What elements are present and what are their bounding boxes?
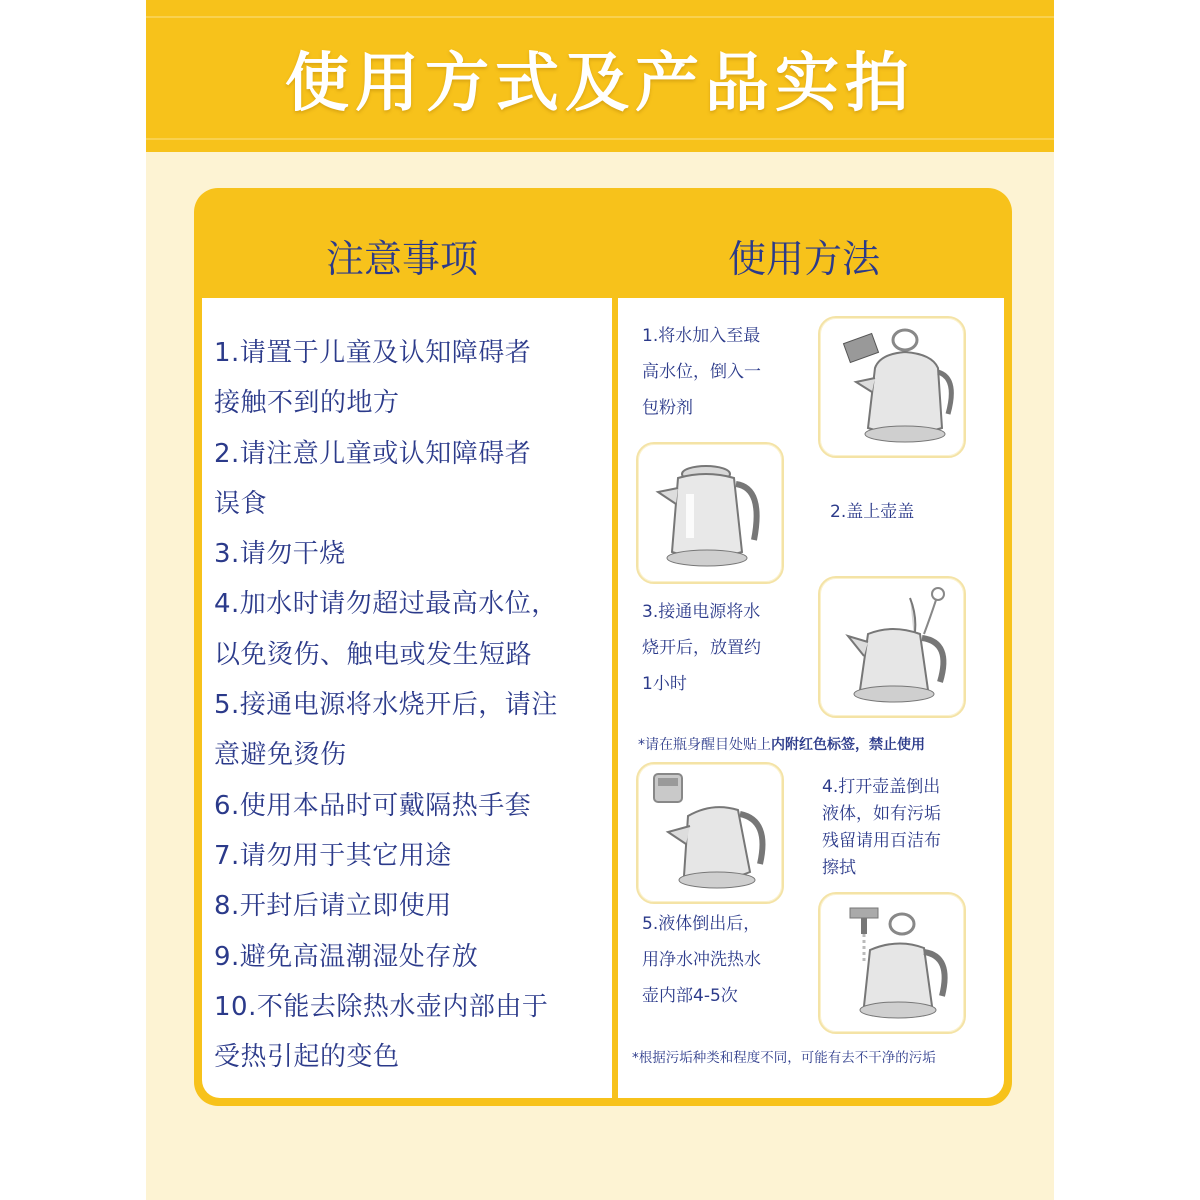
- step-5-text: 5.液体倒出后， 用净水冲洗热水 壶内部4-5次: [642, 914, 761, 1006]
- kettle-powder-icon: [818, 316, 966, 458]
- kettle-closed-icon: [636, 442, 784, 584]
- precaution-line: 8.开封后请立即使用: [214, 891, 452, 922]
- step-5-note: *根据污垢种类和程度不同，可能有去不干净的污垢: [632, 1050, 936, 1066]
- step-3-warning: *请在瓶身醒目处贴上内附红色标签，禁止使用: [638, 737, 925, 753]
- precaution-line: 以免烫伤、触电或发生短路: [214, 639, 533, 670]
- precaution-line: 3.请勿干烧: [214, 539, 346, 570]
- usage-card: [618, 298, 1004, 1098]
- precautions-list: [214, 328, 610, 1082]
- step-1-text: 1.将水加入至最 高水位，倒入一 包粉剂: [642, 326, 761, 418]
- precaution-line: 1.请置于儿童及认知障碍者: [214, 338, 532, 368]
- precaution-line: 受热引起的变色: [214, 1042, 400, 1073]
- step-4-text: 4.打开壶盖倒出 液体，如有污垢 残留请用百洁布 擦拭: [822, 777, 941, 878]
- precaution-line: 接触不到的地方: [214, 388, 400, 419]
- page: [146, 0, 1054, 1200]
- kettle-sponge-icon: [636, 762, 784, 904]
- precaution-line: 6.使用本品时可戴隔热手套: [214, 790, 532, 821]
- banner-title: 使用方式及产品实拍: [285, 46, 915, 121]
- instructions-panel: [194, 188, 1012, 1106]
- precaution-line: 4.加水时请勿超过最高水位，: [214, 589, 558, 620]
- precaution-line: 2.请注意儿童或认知障碍者: [214, 438, 532, 469]
- precaution-line: 10.不能去除热水壶内部由于: [214, 991, 549, 1022]
- precautions-heading: 注意事项: [325, 237, 478, 281]
- usage-heading: 使用方法: [727, 237, 880, 281]
- precaution-line: 意避免烫伤: [214, 740, 347, 771]
- precaution-line: 7.请勿用于其它用途: [214, 840, 452, 871]
- precautions-card: [202, 298, 612, 1098]
- step-3-text: 3.接通电源将水 烧开后，放置约 1小时: [642, 602, 761, 694]
- banner: [146, 0, 1054, 152]
- precaution-line: 误食: [214, 488, 268, 519]
- kettle-boiling-icon: [818, 576, 966, 718]
- step-2-text: 2.盖上壶盖: [830, 502, 915, 522]
- precaution-line: 9.避免高温潮湿处存放: [214, 941, 479, 972]
- precaution-line: 5.接通电源将水烧开后，请注: [214, 690, 558, 721]
- kettle-faucet-icon: [818, 892, 966, 1034]
